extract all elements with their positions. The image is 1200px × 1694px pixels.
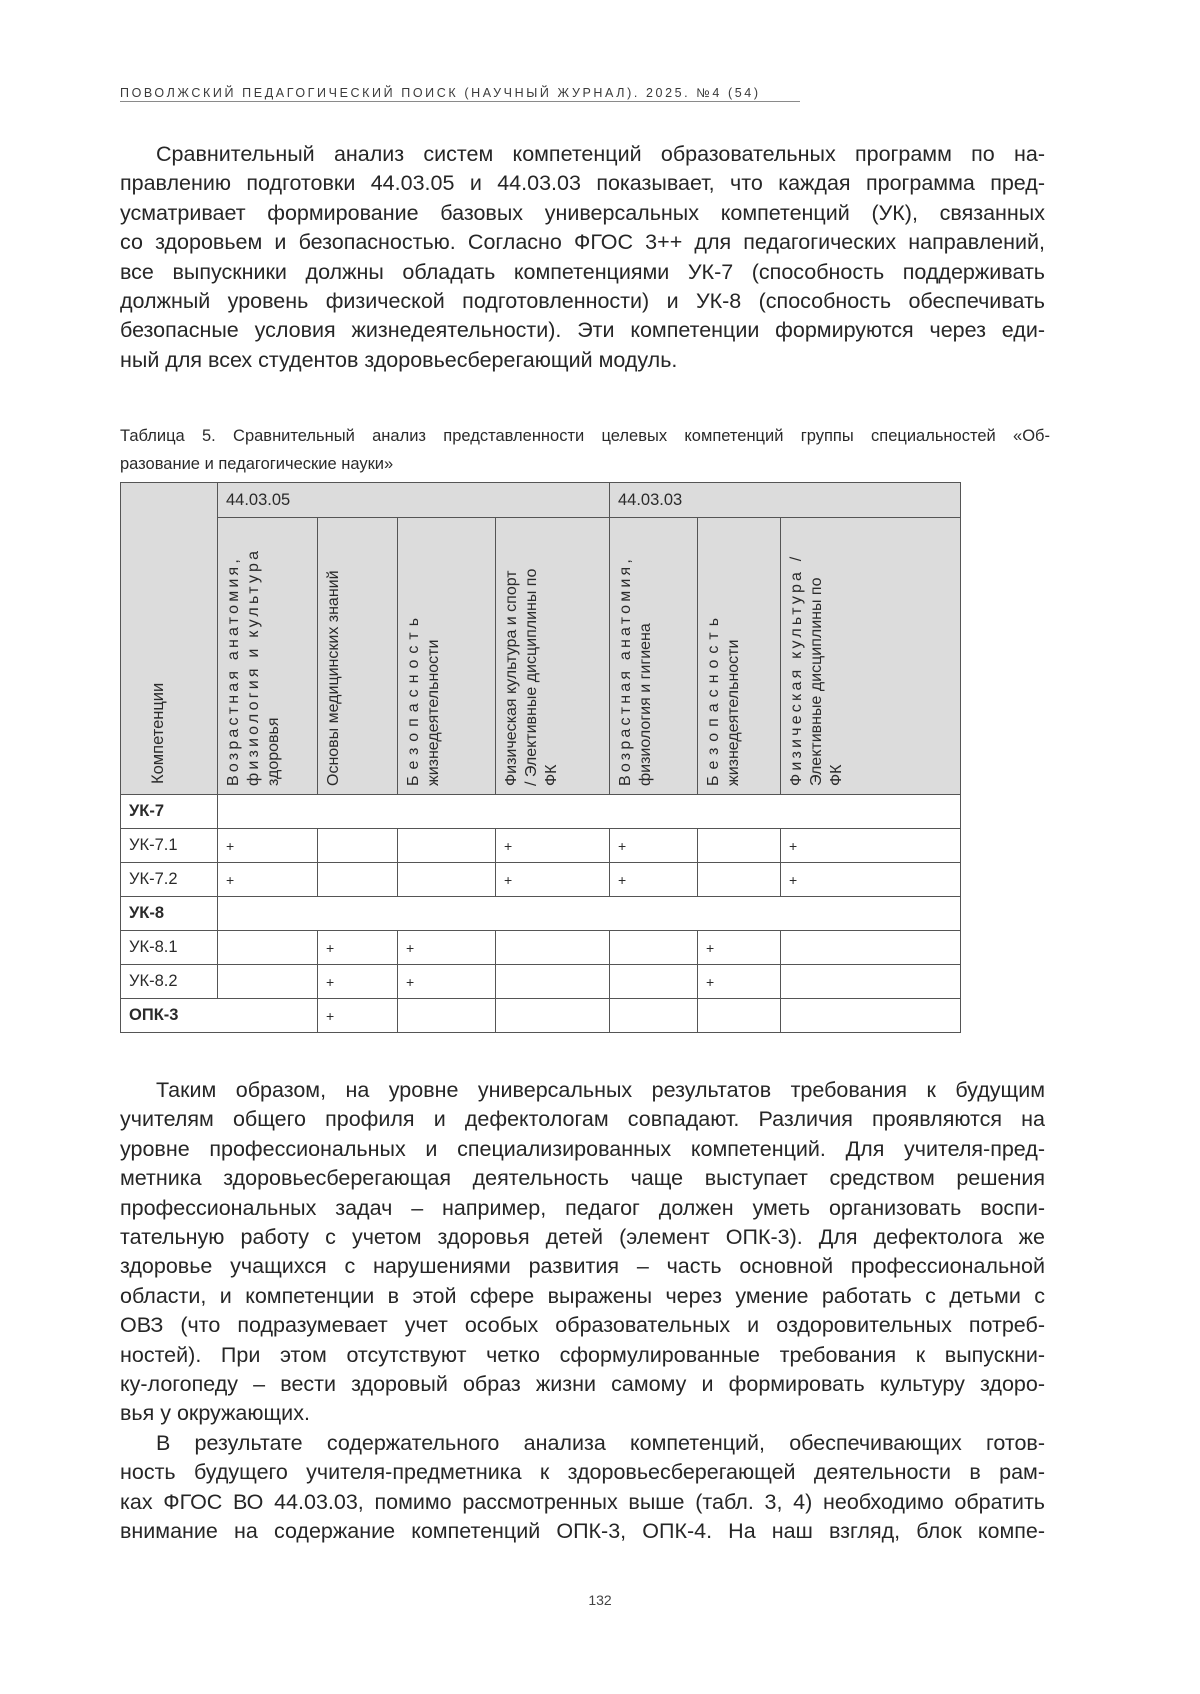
table-cell — [398, 999, 496, 1033]
text-line: со здоровьем и безопасностью. Согласно ФГОС 3++ для педагогических направлений, — [120, 230, 1045, 255]
row-label: УК-7 — [121, 795, 218, 829]
column-header: Возрастная анатомия, физиология и культура здоровья — [218, 518, 318, 795]
table-cell: + — [218, 863, 318, 897]
table-caption — [120, 422, 1050, 478]
program-header-44-03-05: 44.03.05 — [218, 483, 610, 518]
table-cell — [398, 863, 496, 897]
text-line: должный уровень физической подготовленности) и УК-8 (способность обеспечивать — [120, 289, 1045, 314]
column-header: Основы медицинских знаний — [318, 518, 398, 795]
row-label: УК-8 — [121, 897, 218, 931]
text-line: вья у окружающих. — [120, 1401, 310, 1426]
table-cell — [398, 829, 496, 863]
text-line: ность будущего учителя-предметника к здоровьесберегающей деятельности в рам- — [120, 1460, 1045, 1485]
group-row-span — [218, 897, 961, 931]
page-number: 132 — [588, 1592, 612, 1608]
text-line: ный для всех студентов здоровьесберегающий модуль. — [120, 347, 678, 372]
table-row — [121, 829, 961, 863]
column-header: Безопасность жизнедеятельности — [398, 518, 496, 795]
row-label: УК-7.2 — [121, 863, 218, 897]
table-cell — [218, 931, 318, 965]
text-line: уровне профессиональных и специализированных компетенций. Для учителя-пред- — [120, 1136, 1045, 1161]
text-line: здоровье учащихся с нарушениями развития – часть основной профессиональной — [120, 1254, 1045, 1279]
table-row — [121, 897, 961, 931]
table-cell: + — [318, 999, 398, 1033]
group-row-span — [218, 795, 961, 829]
program-header-44-03-03: 44.03.03 — [610, 483, 961, 518]
table-cell — [781, 965, 961, 999]
text-line: метника здоровьесберегающая деятельность чаще выступает средством решения — [120, 1166, 1045, 1191]
table-cell: + — [698, 931, 781, 965]
paragraph-3 — [120, 1429, 1045, 1547]
text-line: учителям общего профиля и дефектологам совпадают. Различия проявляются на — [120, 1107, 1045, 1132]
text-line: ку-логопеду – вести здоровый образ жизни самому и формировать культуру здоро- — [120, 1372, 1045, 1397]
table-row — [121, 795, 961, 829]
table-cell — [610, 931, 698, 965]
table-row — [121, 863, 961, 897]
table-cell — [318, 863, 398, 897]
table-cell: + — [218, 829, 318, 863]
row-label: УК-7.1 — [121, 829, 218, 863]
table-cell: + — [318, 931, 398, 965]
paragraph-2 — [120, 1076, 1045, 1429]
text-line: правлению подготовки 44.03.05 и 44.03.03 показывает, что каждая программа пред- — [120, 171, 1045, 196]
column-header: Физическая культура / Элективные дисциплины по ФК — [781, 518, 961, 795]
table-cell: + — [610, 829, 698, 863]
table-cell — [698, 999, 781, 1033]
table-cell — [610, 965, 698, 999]
running-header: ПОВОЛЖСКИЙ ПЕДАГОГИЧЕСКИЙ ПОИСК (НАУЧНЫЙ ЖУРНАЛ). 2025. №4 (54) — [120, 86, 800, 102]
table-cell: + — [781, 863, 961, 897]
table-cell — [496, 931, 610, 965]
table-cell: + — [698, 965, 781, 999]
table-cell: + — [496, 829, 610, 863]
table-cell — [318, 829, 398, 863]
row-header-label: Компетенции — [149, 682, 167, 784]
table-row — [121, 965, 961, 999]
row-label: УК-8.1 — [121, 931, 218, 965]
caption-line: Таблица 5. Сравнительный анализ представленности целевых компетенций группы специальностей «Об- — [120, 427, 1050, 445]
table-row — [121, 999, 961, 1033]
paragraph-1 — [120, 140, 1045, 375]
table-cell — [496, 965, 610, 999]
table-cell — [698, 829, 781, 863]
table-cell: + — [398, 931, 496, 965]
table-cell: + — [398, 965, 496, 999]
table-cell: + — [318, 965, 398, 999]
text-line: ностей). При этом отсутствуют четко сформулированные требования к выпускни- — [120, 1342, 1045, 1367]
table-cell — [781, 931, 961, 965]
table-cell — [781, 999, 961, 1033]
text-line: усматривает формирование базовых универсальных компетенций (УК), связанных — [120, 200, 1045, 225]
table-cell: + — [781, 829, 961, 863]
text-line: безопасные условия жизнедеятельности). Эти компетенции формируются через еди- — [120, 318, 1045, 343]
row-label: ОПК-3 — [121, 999, 318, 1033]
text-line: ках ФГОС ВО 44.03.03, помимо рассмотренных выше (табл. 3, 4) необходимо обратить — [120, 1489, 1045, 1514]
table-row — [121, 931, 961, 965]
column-header: Безопасность жизнедеятельности — [698, 518, 781, 795]
table-cell — [610, 999, 698, 1033]
table-cell — [496, 999, 610, 1033]
text-line: внимание на содержание компетенций ОПК-3, ОПК-4. На наш взгляд, блок компе- — [120, 1519, 1045, 1544]
column-header: Физическая культура и спорт / Элективные дисциплины по ФК — [496, 518, 610, 795]
column-header: Возрастная анатомия, физиология и гигиена — [610, 518, 698, 795]
text-line: профессиональных задач – например, педагог должен уметь организовать воспи- — [120, 1195, 1045, 1220]
text-line: Сравнительный анализ систем компетенций образовательных программ по на- — [156, 142, 1045, 166]
table-cell — [218, 965, 318, 999]
row-label: УК-8.2 — [121, 965, 218, 999]
table-cell: + — [496, 863, 610, 897]
text-line: тательную работу с учетом здоровья детей (элемент ОПК-3). Для дефектолога же — [120, 1225, 1045, 1250]
row-header-cell — [121, 483, 218, 795]
caption-line: разование и педагогические науки» — [120, 455, 394, 473]
text-line: все выпускники должны обладать компетенциями УК-7 (способность поддерживать — [120, 259, 1045, 284]
competencies-table — [120, 482, 961, 1033]
text-line: Таким образом, на уровне универсальных результатов требования к будущим — [156, 1078, 1045, 1102]
table-cell: + — [610, 863, 698, 897]
text-line: ОВЗ (что подразумевает учет особых образовательных и оздоровительных потреб- — [120, 1313, 1045, 1338]
text-line: В результате содержательного анализа компетенций, обеспечивающих готов- — [156, 1431, 1045, 1455]
text-line: области, и компетенции в этой сфере выражены через умение работать с детьми с — [120, 1283, 1045, 1308]
table-cell — [698, 863, 781, 897]
